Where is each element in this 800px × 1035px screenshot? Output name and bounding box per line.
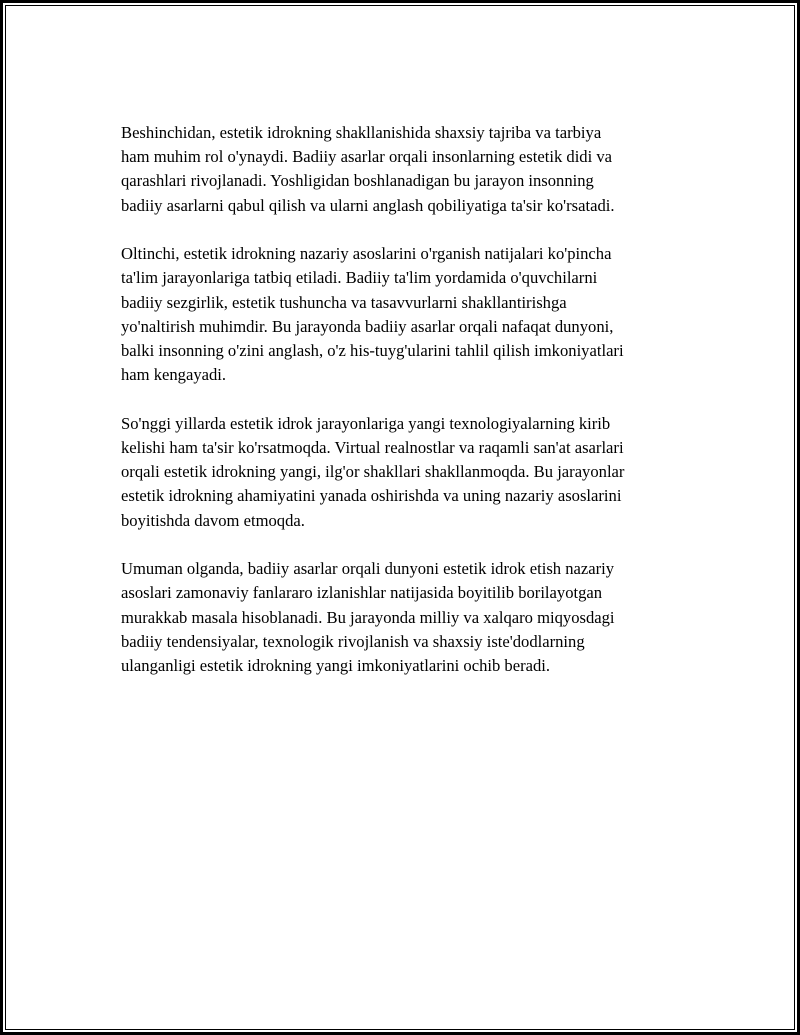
paragraph-2: Oltinchi, estetik idrokning nazariy asoslarini o'rganish natijalari ko'pincha ta'lim jarayonlariga tatbiq etiladi. Badiiy ta'lim yordamida o'quvchilarni badiiy sezgirlik, estetik tushuncha va tasavvurlarni shakllantirishga yo'naltirish muhimdir. Bu jarayonda badiiy asarlar orqali nafaqat dunyoni, balki insonning o'zini anglash, o'z his-tuyg'ularini tahlil qilish imkoniyatlari ham kengayadi. [121,244,624,385]
paragraph-1: Beshinchidan, estetik idrokning shakllanishida shaxsiy tajriba va tarbiya ham muhim rol o'ynaydi. Badiiy asarlar orqali insonlarning estetik didi va qarashlari rivojlanadi. Yoshligidan boshlanadigan bu jarayon insonning badiiy asarlarni qabul qilish va ularni anglash qobiliyatiga ta'sir ko'rsatadi. [121,123,615,215]
paragraph-3: So'nggi yillarda estetik idrok jarayonlariga yangi texnologiyalarning kirib kelishi ham ta'sir ko'rsatmoqda. Virtual realnostlar va raqamli san'at asarlari orqali estetik idrokning yangi, ilg'or shakllari shakllanmoqda. Bu jarayonlar estetik idrokning ahamiyatini yanada oshirishda va uning nazariy asoslarini boyitishda davom etmoqda. [121,413,625,530]
document-body [121,121,691,703]
paragraph-4: Umuman olganda, badiiy asarlar orqali dunyoni estetik idrok etish nazariy asoslari zamonaviy fanlararo izlanishlar natijasida boyitilib borilayotgan murakkab masala hisoblanadi. Bu jarayonda milliy va xalqaro miqyosdagi badiiy tendensiyalar, texnologik rivojlanish va shaxsiy iste'dodlarning ulanganligi estetik idrokning yangi imkoniyatlarini ochib beradi. [121,559,615,676]
